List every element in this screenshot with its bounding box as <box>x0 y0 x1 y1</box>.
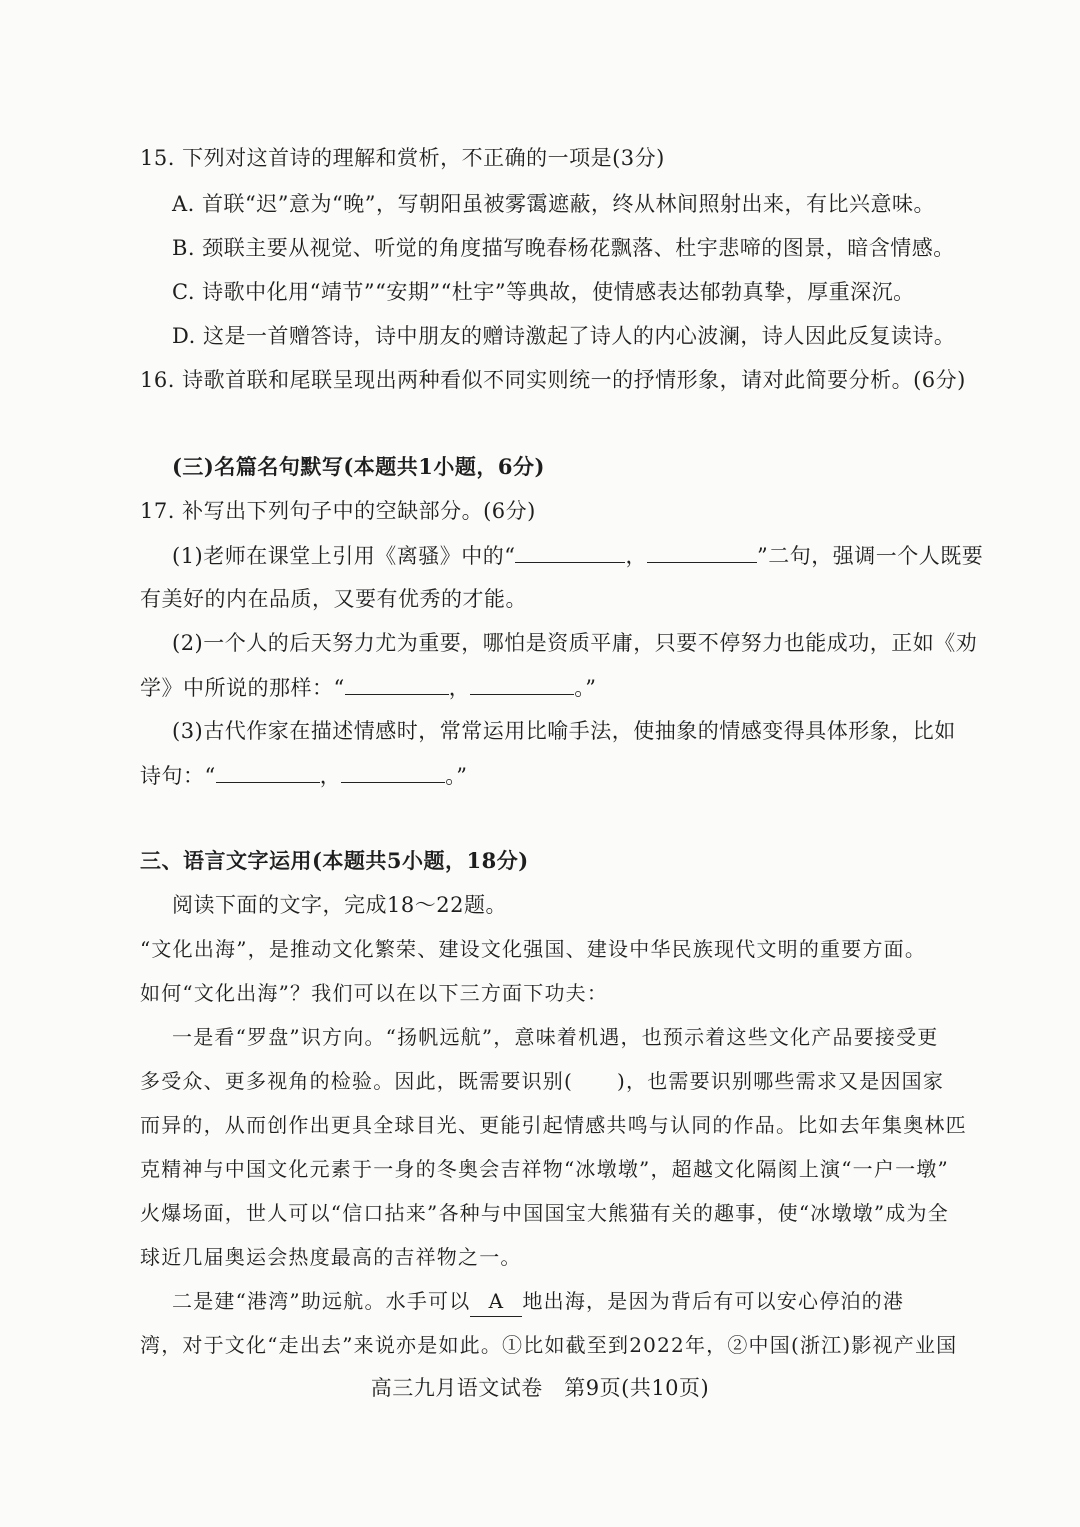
q15-stem: 15. 下列对这首诗的理解和赏析，不正确的一项是(3分) <box>140 146 665 170</box>
passage-p2-line2 <box>140 1066 944 1096</box>
passage-p3-line1-post: 地出海，是因为背后有可以安心停泊的港 <box>522 1289 905 1313</box>
passage-p3-line1-pre: 二是建“港湾”助远航。水手可以 <box>172 1289 471 1313</box>
q17-stem: 17. 补写出下列句子中的空缺部分。(6分) <box>140 499 536 523</box>
passage-p3-line2: 湾，对于文化“走出去”来说亦是如此。①比如截至到2022年，②中国(浙江)影视产业国 <box>140 1333 958 1357</box>
passage-p2-line1: 一是看“罗盘”识方向。“扬帆远航”，意味着机遇，也预示着这些文化产品要接受更 <box>172 1025 939 1049</box>
q17-item2-sep: ， <box>448 676 471 700</box>
passage-p2-line2-pre: 多受众、更多视角的检验。因此，既需要识别( <box>140 1069 574 1093</box>
part3-instruction: 阅读下面的文字，完成18～22题。 <box>172 893 507 917</box>
q17-item1-line2: 有美好的内在品质，又要有优秀的才能。 <box>140 587 527 611</box>
q17-item1-line1 <box>172 540 983 571</box>
passage-p2-line5: 火爆场面，世人可以“信口拈来”各种与中国国宝大熊猫有关的趣事，使“冰墩墩”成为全 <box>140 1201 949 1225</box>
q17-item2-line2 <box>140 672 597 703</box>
passage-blank-paren[interactable] <box>573 1066 617 1088</box>
q17-item2-line1: (2)一个人的后天努力尤为重要，哪怕是资质平庸，只要不停努力也能成功，正如《劝 <box>172 631 978 655</box>
q17-item3-line2 <box>140 760 468 791</box>
q17-item1-pre: (1)老师在课堂上引用《离骚》中的“ <box>172 544 516 568</box>
q17-item1-blank-2[interactable] <box>647 540 757 563</box>
q17-item3-blank-2[interactable] <box>341 760 445 783</box>
passage-p1-line2: 如何“文化出海”？我们可以在以下三方面下功夫： <box>140 981 609 1005</box>
passage-blank-a[interactable]: A <box>470 1286 522 1317</box>
q17-item2-post: 。” <box>574 676 597 700</box>
page-footer: 高三九月语文试卷 第9页(共10页) <box>370 1376 710 1400</box>
part3-heading: 三、语言文字运用(本题共5小题，18分) <box>140 848 529 873</box>
passage-p2-line3: 而异的，从而创作出更具全球目光、更能引起情感共鸣与认同的作品。比如去年集奥林匹 <box>140 1113 967 1137</box>
q15-option-d: D. 这是一首赠答诗，诗中朋友的赠诗激起了诗人的内心波澜，诗人因此反复读诗。 <box>172 324 956 348</box>
q15-option-a: A. 首联“迟”意为“晚”，写朝阳虽被雾霭遮蔽，终从林间照射出来，有比兴意味。 <box>172 192 935 216</box>
q16-stem: 16. 诗歌首联和尾联呈现出两种看似不同实则统一的抒情形象，请对此简要分析。(6分) <box>140 368 966 392</box>
q17-item3-line1: (3)古代作家在描述情感时，常常运用比喻手法，使抽象的情感变得具体形象，比如 <box>172 719 956 743</box>
q17-item1-blank-1[interactable] <box>515 540 625 563</box>
q17-item1-sep: ， <box>625 544 647 568</box>
q17-item3-post: 。” <box>445 764 468 788</box>
q17-item3-blank-1[interactable] <box>216 760 320 783</box>
section3-heading: (三)名篇名句默写(本题共1小题，6分) <box>172 454 545 479</box>
q17-item3-sep: ， <box>319 764 342 788</box>
q17-item2-blank-2[interactable] <box>470 672 574 695</box>
passage-p3-line1 <box>172 1286 904 1317</box>
passage-p2-line6: 球近几届奥运会热度最高的吉祥物之一。 <box>140 1245 522 1269</box>
q17-item2-pre: 学》中所说的那样：“ <box>140 676 345 700</box>
passage-p2-line4: 克精神与中国文化元素于一身的冬奥会吉祥物“冰墩墩”，超越文化隔阂上演“一户一墩” <box>140 1157 949 1181</box>
q17-item2-blank-1[interactable] <box>345 672 449 695</box>
passage-p2-line2-post: )，也需要识别哪些需求又是因国家 <box>617 1069 945 1093</box>
q17-item3-pre: 诗句：“ <box>140 764 216 788</box>
q17-item1-post: ”二句，强调一个人既要 <box>756 544 984 568</box>
q15-option-c: C. 诗歌中化用“靖节”“安期”“杜宇”等典故，使情感表达郁勃真挚，厚重深沉。 <box>172 280 915 304</box>
q15-option-b: B. 颈联主要从视觉、听觉的角度描写晚春杨花飘落、杜宇悲啼的图景，暗含情感。 <box>172 236 955 260</box>
passage-p1-line1: “文化出海”，是推动文化繁荣、建设文化强国、建设中华民族现代文明的重要方面。 <box>140 937 927 961</box>
